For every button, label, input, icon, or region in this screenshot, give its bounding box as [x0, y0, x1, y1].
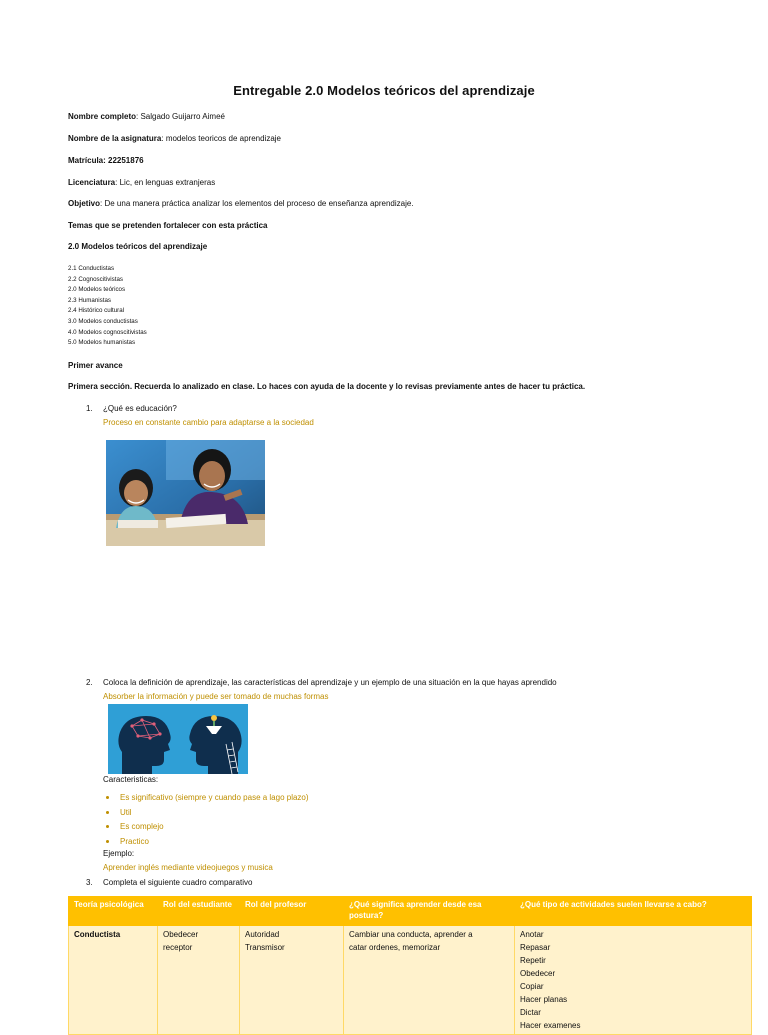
cell-line: Cambiar una conducta, aprender a: [349, 930, 473, 939]
header-student-role: Rol del estudiante: [158, 897, 240, 926]
cell-line: Dictar: [520, 1008, 541, 1017]
question-text: Coloca la definición de aprendizaje, las características del aprendizaje y un ejemplo de una situación en la que hayas aprendido: [103, 678, 557, 687]
header-theory: Teoría psicológica: [69, 897, 158, 926]
field-sep: :: [136, 112, 141, 121]
question-2: [86, 678, 557, 687]
header-activities: ¿Qué tipo de actividades suelen llevarse a cabo?: [515, 897, 752, 926]
cell-teacher-role: [240, 926, 344, 1035]
field-objetivo: [68, 199, 414, 208]
field-value: De una manera práctica analizar los elementos del proceso de enseñanza aprendizaje.: [104, 199, 414, 208]
question-number: 1.: [86, 404, 93, 413]
list-item-text: Es complejo: [120, 822, 164, 832]
table-header-row: [69, 897, 752, 926]
comparison-table: [68, 896, 752, 1035]
cell-line: Repetir: [520, 956, 546, 965]
cell-student-role: [158, 926, 240, 1035]
question-number: 2.: [86, 678, 93, 687]
children-classroom-photo: [106, 440, 265, 546]
example-answer: Aprender inglés mediante videojuegos y musica: [103, 863, 273, 872]
list-item-text: Practico: [120, 836, 149, 846]
field-asignatura: [68, 134, 281, 143]
question-text: Completa el siguiente cuadro comparativo: [103, 878, 253, 887]
field-label: Nombre de la asignatura: [68, 134, 162, 143]
question-1: [86, 404, 177, 413]
cell-line: Anotar: [520, 930, 544, 939]
field-label: Licenciatura: [68, 178, 116, 187]
field-sep: :: [100, 199, 105, 208]
answer-1: Proceso en constante cambio para adaptarse a la sociedad: [103, 418, 314, 427]
document-title: Entregable 2.0 Modelos teóricos del aprendizaje: [233, 83, 535, 98]
header-learning-meaning: ¿Qué significa aprender desde esa postura?: [344, 897, 515, 926]
topic-item: 3.0 Modelos conductistas: [68, 317, 138, 325]
section-heading: Primera sección. Recuerda lo analizado en clase. Lo haces con ayuda de la docente y lo revisas previamente antes de hacer tu práctica.: [68, 382, 586, 391]
field-value: Salgado Guijarro Aimeé: [140, 112, 225, 121]
list-item: [120, 806, 309, 821]
field-label: Nombre completo: [68, 112, 137, 121]
field-label: Matrícula: 22251876: [68, 156, 144, 165]
header-teacher-role: Rol del profesor: [240, 897, 344, 926]
topic-item: 2.2 Cognoscitivistas: [68, 275, 124, 283]
field-value: Lic, en lenguas extranjeras: [119, 178, 216, 187]
question-number: 3.: [86, 878, 93, 887]
field-label: Objetivo: [68, 199, 101, 208]
heads-learning-illustration: [108, 704, 248, 774]
topic-item: 2.3 Humanistas: [68, 296, 111, 304]
bullet-icon: [106, 825, 109, 828]
answer-2: Absorber la información y puede ser tomado de muchas formas: [103, 692, 329, 701]
list-item-text: Util: [120, 807, 132, 817]
cell-line: Hacer planas: [520, 995, 568, 1004]
table-row: [69, 926, 752, 1035]
cell-learning-meaning: [344, 926, 515, 1035]
topic-item: 2.0 Modelos teóricos: [68, 286, 126, 294]
characteristics-label: Caracteristicas:: [103, 775, 159, 784]
characteristics-list: [120, 791, 309, 849]
field-nombre-completo: [68, 112, 225, 121]
field-value: modelos teoricos de aprendizaje: [165, 134, 281, 143]
models-heading: 2.0 Modelos teóricos del aprendizaje: [68, 242, 208, 251]
cell-line: Autoridad: [245, 930, 280, 939]
bullet-icon: [106, 811, 109, 814]
cell-line: Obedecer: [163, 930, 199, 939]
list-item: [120, 835, 309, 850]
cell-theory: Conductista: [69, 926, 158, 1035]
cell-line: Hacer examenes: [520, 1021, 581, 1030]
topic-item: 2.4 Histórico cultural: [68, 307, 125, 315]
bullet-icon: [106, 840, 109, 843]
cell-line: Transmisor: [245, 943, 285, 952]
topic-item: 2.1 Conductistas: [68, 265, 115, 272]
cell-line: Copiar: [520, 982, 544, 991]
list-item-text: Es significativo (siempre y cuando pase a lago plazo): [120, 793, 309, 802]
field-sep: :: [115, 178, 120, 187]
example-label: Ejemplo:: [103, 849, 135, 858]
topic-item: 4.0 Modelos cognoscitivistas: [68, 328, 147, 336]
topic-item: 5.0 Modelos humanistas: [68, 339, 136, 347]
list-item: [120, 820, 309, 835]
list-item: [120, 791, 309, 806]
advance-heading: Primer avance: [68, 361, 123, 370]
question-3: [86, 878, 252, 887]
cell-line: Repasar: [520, 943, 551, 952]
cell-activities: [515, 926, 752, 1035]
question-text: ¿Qué es educación?: [103, 404, 177, 413]
cell-line: Obedecer: [520, 969, 556, 978]
field-sep: :: [161, 134, 166, 143]
themes-heading: Temas que se pretenden fortalecer con esta práctica: [68, 221, 268, 230]
cell-line: catar ordenes, memorizar: [349, 943, 441, 952]
field-matricula: [68, 156, 144, 165]
cell-line: receptor: [163, 943, 193, 952]
bullet-icon: [106, 796, 109, 799]
topics-list: [68, 264, 147, 349]
field-licenciatura: [68, 178, 215, 187]
